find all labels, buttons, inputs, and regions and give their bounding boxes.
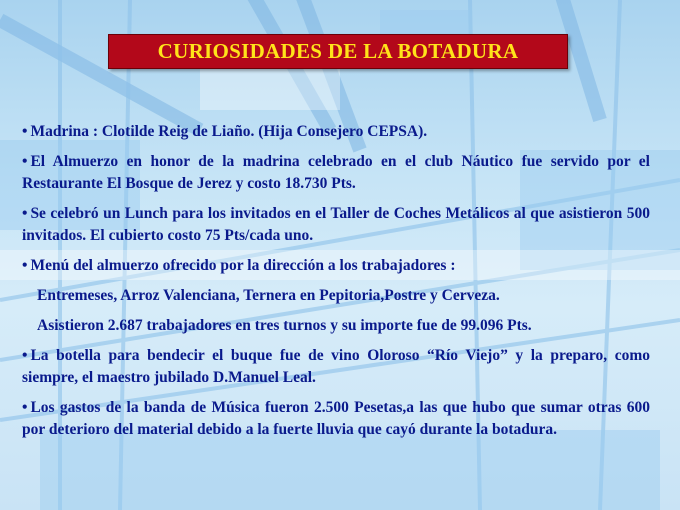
bullet: • <box>22 153 28 170</box>
list-item <box>22 397 650 441</box>
list-item <box>22 151 650 195</box>
list-item-text: Menú del almuerzo ofrecido por la dirección a los trabajadores : <box>30 257 456 274</box>
curiosities-list <box>22 121 650 449</box>
page-title: CURIOSIDADES DE LA BOTADURA <box>157 39 519 63</box>
bullet: • <box>22 257 28 274</box>
list-item <box>22 121 650 143</box>
bullet: • <box>22 205 28 222</box>
list-subitem <box>22 315 650 337</box>
bullet: • <box>22 123 28 140</box>
list-item-text: Madrina : Clotilde Reig de Liaño. (Hija Consejero CEPSA). <box>30 123 428 140</box>
list-item-text: Los gastos de la banda de Música fueron 2.500 Pesetas,a las que hubo que sumar otras 600 por deterioro del material debido a la fuerte lluvia que cayó durante la botadura. <box>22 399 650 438</box>
bullet: • <box>22 347 28 364</box>
title-banner <box>108 34 568 69</box>
list-subitem <box>22 285 650 307</box>
list-item-text: La botella para bendecir el buque fue de vino Oloroso “Río Viejo” y la preparo, como siempre, el maestro jubilado D.Manuel Leal. <box>22 347 650 386</box>
list-item <box>22 255 650 277</box>
list-item <box>22 203 650 247</box>
list-item-text: El Almuerzo en honor de la madrina celebrado en el club Náutico fue servido por el Restaurante El Bosque de Jerez y costo 18.730 Pts. <box>22 153 650 192</box>
list-item-text: Se celebró un Lunch para los invitados en el Taller de Coches Metálicos al que asistieron 500 invitados. El cubierto costo 75 Pts/cada uno. <box>22 205 650 244</box>
list-subitem-text: Asistieron 2.687 trabajadores en tres turnos y su importe fue de 99.096 Pts. <box>37 317 532 334</box>
list-subitem-text: Entremeses, Arroz Valenciana, Ternera en Pepitoria,Postre y Cerveza. <box>37 287 500 304</box>
list-item <box>22 345 650 389</box>
bullet: • <box>22 399 28 416</box>
